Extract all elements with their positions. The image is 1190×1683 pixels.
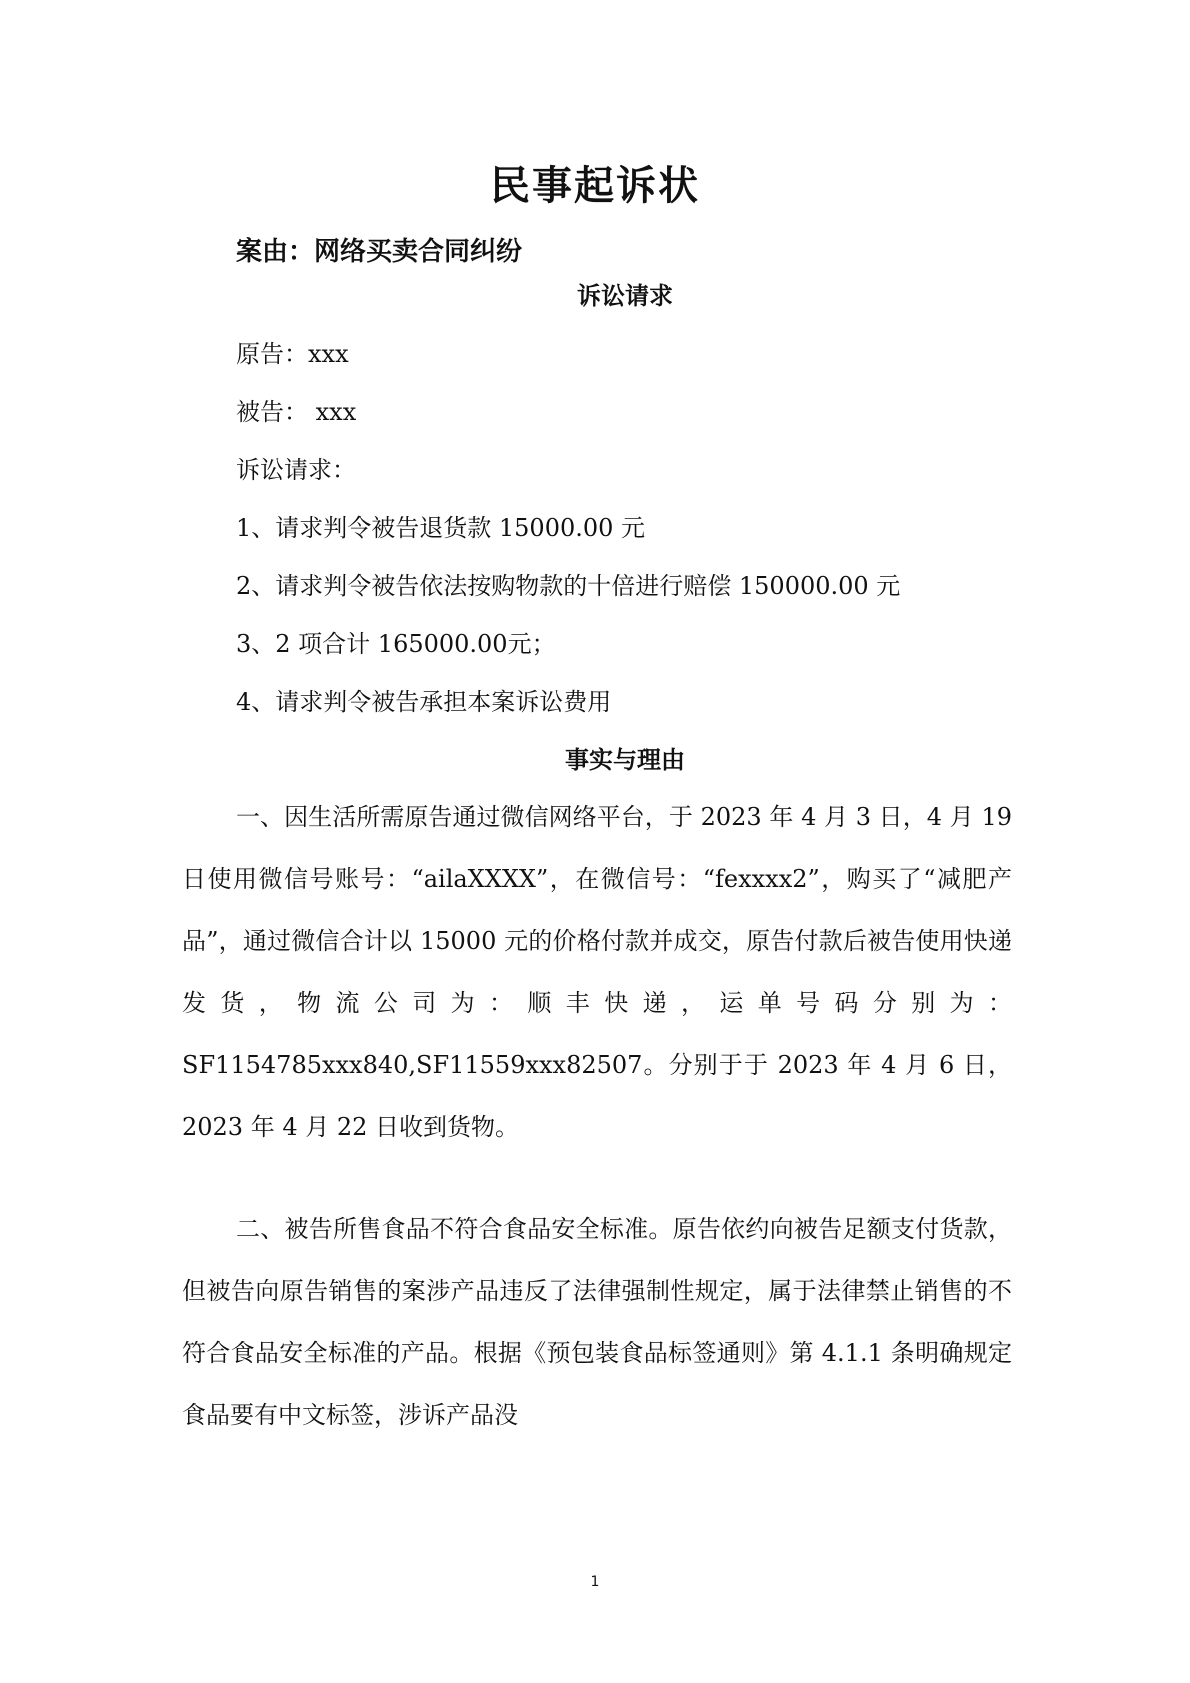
claims-heading: 诉讼请求 xyxy=(577,282,673,310)
plaintiff-line: 原告：xxx xyxy=(236,340,349,368)
claim-item: 1、请求判令被告退货款 15000.00 元 xyxy=(236,514,646,542)
facts-paragraph: 二、被告所售食品不符合食品安全标准。原告依约向被告足额支付货款，但被告向原告销售的案涉产品违反了法律强制性规定，属于法律禁止销售的不符合食品安全标准的产品。根据《预包装食品标签通则》第 4.1.1 条明确规定食品要有中文标签，涉诉产品没 xyxy=(182,1215,1012,1429)
facts-heading: 事实与理由 xyxy=(565,746,685,774)
claim-item: 4、请求判令被告承担本案诉讼费用 xyxy=(236,688,612,716)
case-cause: 案由：网络买卖合同纠纷 xyxy=(236,237,523,267)
claims-label: 诉讼请求： xyxy=(236,456,356,484)
claim-item: 2、请求判令被告依法按购物款的十倍进行赔偿 150000.00 元 xyxy=(236,572,901,600)
document-title: 民事起诉状 xyxy=(490,163,700,209)
claim-item: 3、2 项合计 165000.00元； xyxy=(236,630,556,658)
page-number: 1 xyxy=(590,1574,600,1590)
defendant-line: 被告： xxx xyxy=(236,398,357,426)
facts-paragraph: 一、因生活所需原告通过微信网络平台，于 2023 年 4 月 3 日，4 月 19 日使用微信号账号：“ailaXXXX”，在微信号：“fexxxx2”，购买了“减肥产品”，通过微信合计以 15000 元的价格付款并成交，原告付款后被告使用快递发货，物流公司为：顺丰快递，运单号码分别为：SF1154785xxx840,SF11559xxx82507。分别于于 2023 年 4 月 6 日，2023 年 4 月 22 日收到货物。 xyxy=(182,803,1012,1141)
